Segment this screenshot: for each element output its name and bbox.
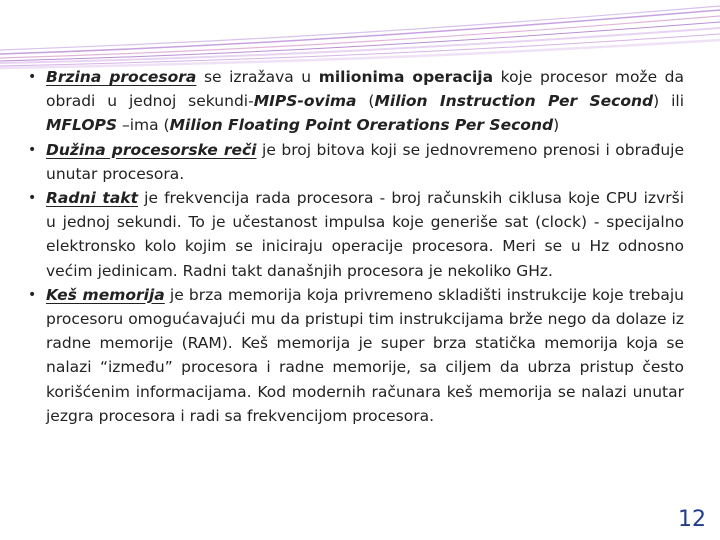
text: se izražava u bbox=[196, 68, 319, 86]
term-clock-rate: Radni takt bbox=[46, 189, 139, 208]
bullet-marker: • bbox=[28, 69, 37, 85]
text: –ima ( bbox=[117, 116, 170, 135]
text: je brza memorija koja privremeno skladišti instrukcije koje trebaju procesoru omogućavajući mu da pristupi tim instrukcijama brže nego da dolaze iz radne memorije (RAM). Keš memorija je super brza statička memorija koja se nalazi “između” procesora i radne memorije, sa ciljem da ubrza pristup često korišćenim informacijama. Kod modernih računara keš memorija se nalazi unutar jezgra procesora i radi sa frekvencijom procesora. bbox=[46, 285, 684, 425]
text: ) bbox=[553, 116, 560, 135]
text: koje procesor može da obradi u jednoj sekundi- bbox=[46, 68, 685, 111]
emphasis-mflops: MFLOPS bbox=[46, 116, 118, 135]
term-processor-speed: Brzina procesora bbox=[46, 68, 197, 86]
bullet-cache-memory bbox=[24, 283, 684, 428]
bullet-marker: • bbox=[28, 190, 37, 207]
bullet-marker: • bbox=[28, 286, 37, 303]
bullet-list bbox=[24, 65, 684, 428]
emphasis-mips: MIPS-ovima bbox=[253, 92, 357, 111]
term-cache-memory: Keš memorija bbox=[46, 285, 165, 304]
bullet-marker: • bbox=[28, 141, 37, 158]
text: ) ili bbox=[653, 92, 685, 111]
text: ( bbox=[356, 92, 375, 111]
text: je broj bitova koji se jednovremeno prenosi i obrađuje unutar procesora. bbox=[46, 140, 684, 183]
page-number: 12 bbox=[678, 507, 706, 532]
emphasis-mips-expansion: Milion Instruction Per Second bbox=[374, 92, 654, 111]
emphasis-mflops-expansion: Milion Floating Point Orerations Per Second bbox=[169, 116, 554, 135]
bullet-clock-rate bbox=[24, 186, 684, 283]
text: je frekvencija rada procesora - broj računskih ciklusa koje CPU izvrši u jednoj sekundi. To je učestanost impulsa koje generiše sat (clock) - specijalno elektronsko kolo kojim se iniciraju operacije procesora. Meri se u Hz odnosno većim jedinicam. Radni takt današnjih procesora je nekoliko GHz. bbox=[46, 189, 684, 280]
bullet-processor-speed bbox=[24, 65, 684, 138]
term-word-length: Dužina procesorske reči bbox=[46, 140, 257, 159]
bullet-word-length bbox=[24, 138, 684, 186]
emphasis-millions-operations: milionima operacija bbox=[318, 68, 494, 86]
